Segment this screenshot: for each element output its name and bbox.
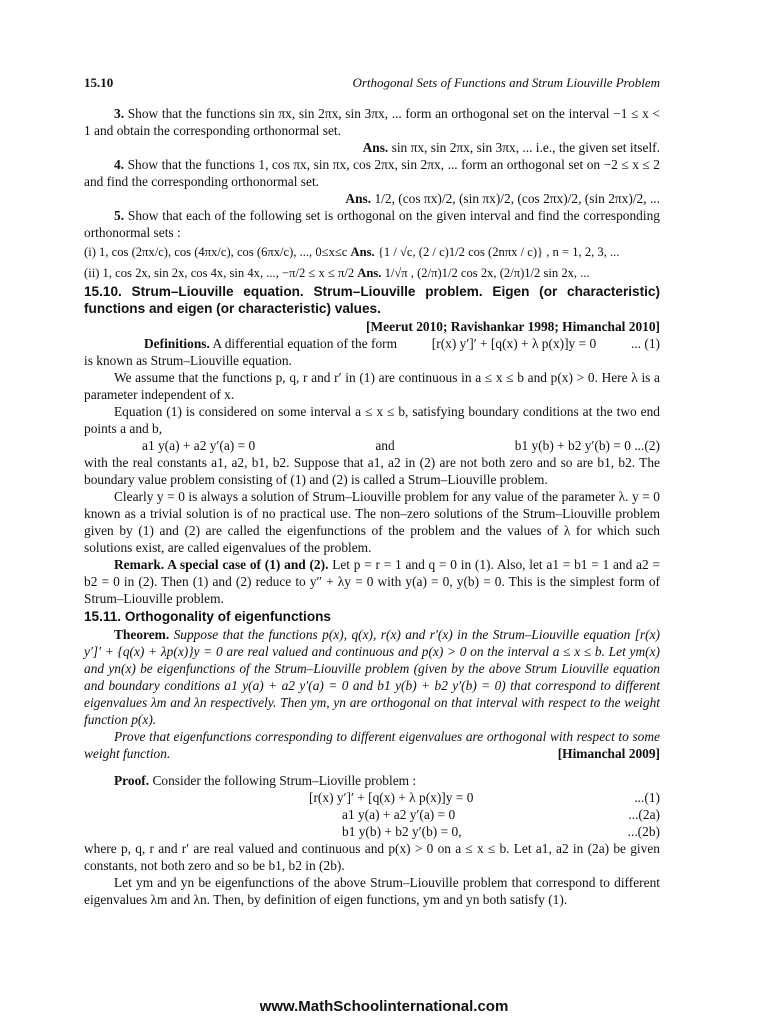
page-number: 15.10 bbox=[84, 75, 114, 90]
exercise-5-part-i bbox=[84, 244, 660, 261]
proof-eq1: [r(x) y′]′ + [q(x) + λ p(x)]y = 0 bbox=[309, 790, 474, 805]
where-paragraph: where p, q, r and r′ are real valued and continuous and p(x) > 0 on a ≤ x ≤ b. Let a1, a2 in (2a) be given constants, not both zero and so be b1, b2 in (2b). bbox=[84, 841, 660, 873]
prove-citation: [Himanchal 2009] bbox=[557, 746, 660, 761]
exercise-3-answer bbox=[84, 139, 660, 156]
remark-paragraph bbox=[84, 556, 660, 607]
part-ii-set: (ii) 1, cos 2x, sin 2x, cos 4x, sin 4x, ..., −π/2 ≤ x ≤ π/2 bbox=[84, 266, 355, 280]
theorem-text: Suppose that the functions p(x), q(x), r(x) and r′(x) in the Strum–Liouville equation [r(x) y′]′ + {q(x) + λp(x)}y = 0 are real valued and continuous and p(x) > 0 on the interval a ≤ x ≤ b. Let ym(x) and yn(x) be eigenfunctions of the Strum–Liouville problem (given by the above Strum Liouville equation and boundary conditions a1 y(a) + a2 y′(a) = 0 and b1 y(b) + b2 y′(b) = 0) that correspond to different eigenvalues λm and λn respectively. Then ym, yn are orthogonal on that interval with respect to the weight function p(x). bbox=[84, 627, 660, 727]
equation-1-tag: ... (1) bbox=[630, 336, 660, 351]
section-15-10-citation: [Meerut 2010; Ravishankar 1998; Himanchal 2010] bbox=[366, 319, 660, 334]
theorem-label: Theorem. bbox=[114, 627, 170, 642]
page-body bbox=[84, 74, 660, 908]
proof-eq2b: b1 y(b) + b2 y′(b) = 0, bbox=[342, 824, 462, 839]
section-heading-15-11: 15.11. Orthogonality of eigenfunctions bbox=[84, 609, 331, 624]
proof-eq1-tag: ...(1) bbox=[634, 790, 660, 805]
running-header bbox=[84, 74, 660, 91]
proof-intro bbox=[84, 772, 660, 789]
exercise-4 bbox=[84, 156, 660, 190]
exercise-3 bbox=[84, 105, 660, 139]
boundary-conditions bbox=[84, 437, 660, 454]
exercise-5 bbox=[84, 207, 660, 241]
interval-paragraph: Equation (1) is considered on some interval a ≤ x ≤ b, satisfying boundary conditions at the two end points a and b, bbox=[84, 404, 660, 436]
theorem-paragraph bbox=[84, 626, 660, 728]
answer-label: Ans. bbox=[345, 191, 372, 206]
prove-statement bbox=[84, 728, 660, 762]
boundary-condition-a: a1 y(a) + a2 y′(a) = 0 bbox=[142, 438, 256, 453]
part-i-answer: {1 / √c, (2 / c)1/2 cos (2nπx / c)} , n = 1, 2, 3, ... bbox=[377, 245, 620, 259]
definition-line bbox=[84, 335, 660, 352]
boundary-condition-b: b1 y(b) + b2 y′(b) = 0 bbox=[514, 438, 631, 453]
exercise-3-number: 3. bbox=[114, 106, 125, 121]
answer-label: Ans. bbox=[357, 266, 382, 280]
remark-label: Remark. A special case of (1) and (2). bbox=[114, 557, 329, 572]
exercise-3-text: Show that the functions sin πx, sin 2πx, sin 3πx, ... form an orthogonal set on the interval −1 ≤ x < 1 and obtain the corresponding orthonormal set. bbox=[84, 106, 660, 138]
constants-paragraph: with the real constants a1, a2, b1, b2. Suppose that a1, a2 in (2) are not both zero and so are b1, b2. The boundary value problem consisting of (1) and (2) is called a Strum–Liouville problem. bbox=[84, 455, 660, 487]
exercise-4-answer bbox=[84, 190, 660, 207]
running-title: Orthogonal Sets of Functions and Strum Liouville Problem bbox=[352, 75, 660, 90]
answer-text: 1/2, (cos πx)/2, (sin πx)/2, (cos 2πx)/2, (sin 2πx)/2, ... bbox=[374, 191, 660, 206]
exercise-5-part-ii bbox=[84, 265, 660, 282]
definition-label: Definitions. bbox=[144, 336, 210, 351]
answer-label: Ans. bbox=[350, 245, 375, 259]
answer-text: sin πx, sin 2πx, sin 3πx, ... i.e., the given set itself. bbox=[391, 140, 660, 155]
proof-equation-2a bbox=[84, 806, 660, 823]
definition-tail: is known as Strum–Liouville equation. bbox=[84, 353, 292, 368]
proof-text: Consider the following Strum–Lioville problem : bbox=[152, 773, 417, 788]
section-heading-15-10: 15.10. Strum–Liouville equation. Strum–Liouville problem. Eigen (or characteristic) functions and eigen (or characteristic) values. bbox=[84, 284, 660, 316]
proof-eq2a: a1 y(a) + a2 y′(a) = 0 bbox=[342, 807, 456, 822]
boundary-and: and bbox=[375, 438, 395, 453]
proof-eq2b-tag: ...(2b) bbox=[627, 824, 660, 839]
definition-text: A differential equation of the form bbox=[212, 336, 398, 351]
prove-text: Prove that eigenfunctions corresponding to different eigenvalues are orthogonal with respect to some weight function. bbox=[84, 729, 660, 761]
eigenfunctions-paragraph: Let ym and yn be eigenfunctions of the above Strum–Liouville problem that correspond to different eigenvalues λm and λn. Then, by definition of eigen functions, ym and yn both satisfy (1). bbox=[84, 875, 660, 907]
part-ii-answer: 1/√π , (2/π)1/2 cos 2x, (2/π)1/2 sin 2x, ... bbox=[384, 266, 590, 280]
exercise-4-number: 4. bbox=[114, 157, 125, 172]
exercise-4-text: Show that the functions 1, cos πx, sin πx, cos 2πx, sin 2πx, ... form an orthogonal set on −2 ≤ x ≤ 2 and find the corresponding orthonormal set. bbox=[84, 157, 660, 189]
assumption-paragraph: We assume that the functions p, q, r and r′ in (1) are continuous in a ≤ x ≤ b and p(x) > 0. Here λ is a parameter independent of x. bbox=[84, 370, 660, 402]
part-i-set: (i) 1, cos (2πx/c), cos (4πx/c), cos (6πx/c), ..., 0≤x≤c bbox=[84, 245, 348, 259]
proof-equation-2b bbox=[84, 823, 660, 840]
proof-equation-1 bbox=[84, 789, 660, 806]
exercise-5-text: Show that each of the following set is orthogonal on the given interval and find the corresponding orthonormal sets : bbox=[84, 208, 660, 240]
trivial-solution-paragraph: Clearly y = 0 is always a solution of Strum–Liouville problem for any value of the parameter λ. y = 0 known as a trivial solution is of no practical use. The non–zero solutions of the Strum–Liouville problem given by (1) and (2) are called the eigenfunctions of the problem and the values of λ for which such solutions exist, are called eigenvalues of the problem. bbox=[84, 489, 660, 555]
answer-label: Ans. bbox=[362, 140, 389, 155]
footer-url: www.MathSchoolinternational.com bbox=[259, 998, 509, 1015]
proof-label: Proof. bbox=[114, 773, 150, 788]
exercise-5-number: 5. bbox=[114, 208, 125, 223]
equation-2-tag: ...(2) bbox=[634, 438, 660, 453]
proof-eq2a-tag: ...(2a) bbox=[628, 807, 660, 822]
equation-1: [r(x) y′]′ + [q(x) + λ p(x)]y = 0 bbox=[431, 336, 597, 351]
remark-text: Let p = r = 1 and q = 0 in (1). Also, let a1 = b1 = 1 and a2 = b2 = 0 in (2). Then (1) and (2) reduce to y″ + λy = 0 with y(a) = 0, y(b) = 0. This is the simplest form of Strum–Liouville problem. bbox=[84, 557, 660, 606]
